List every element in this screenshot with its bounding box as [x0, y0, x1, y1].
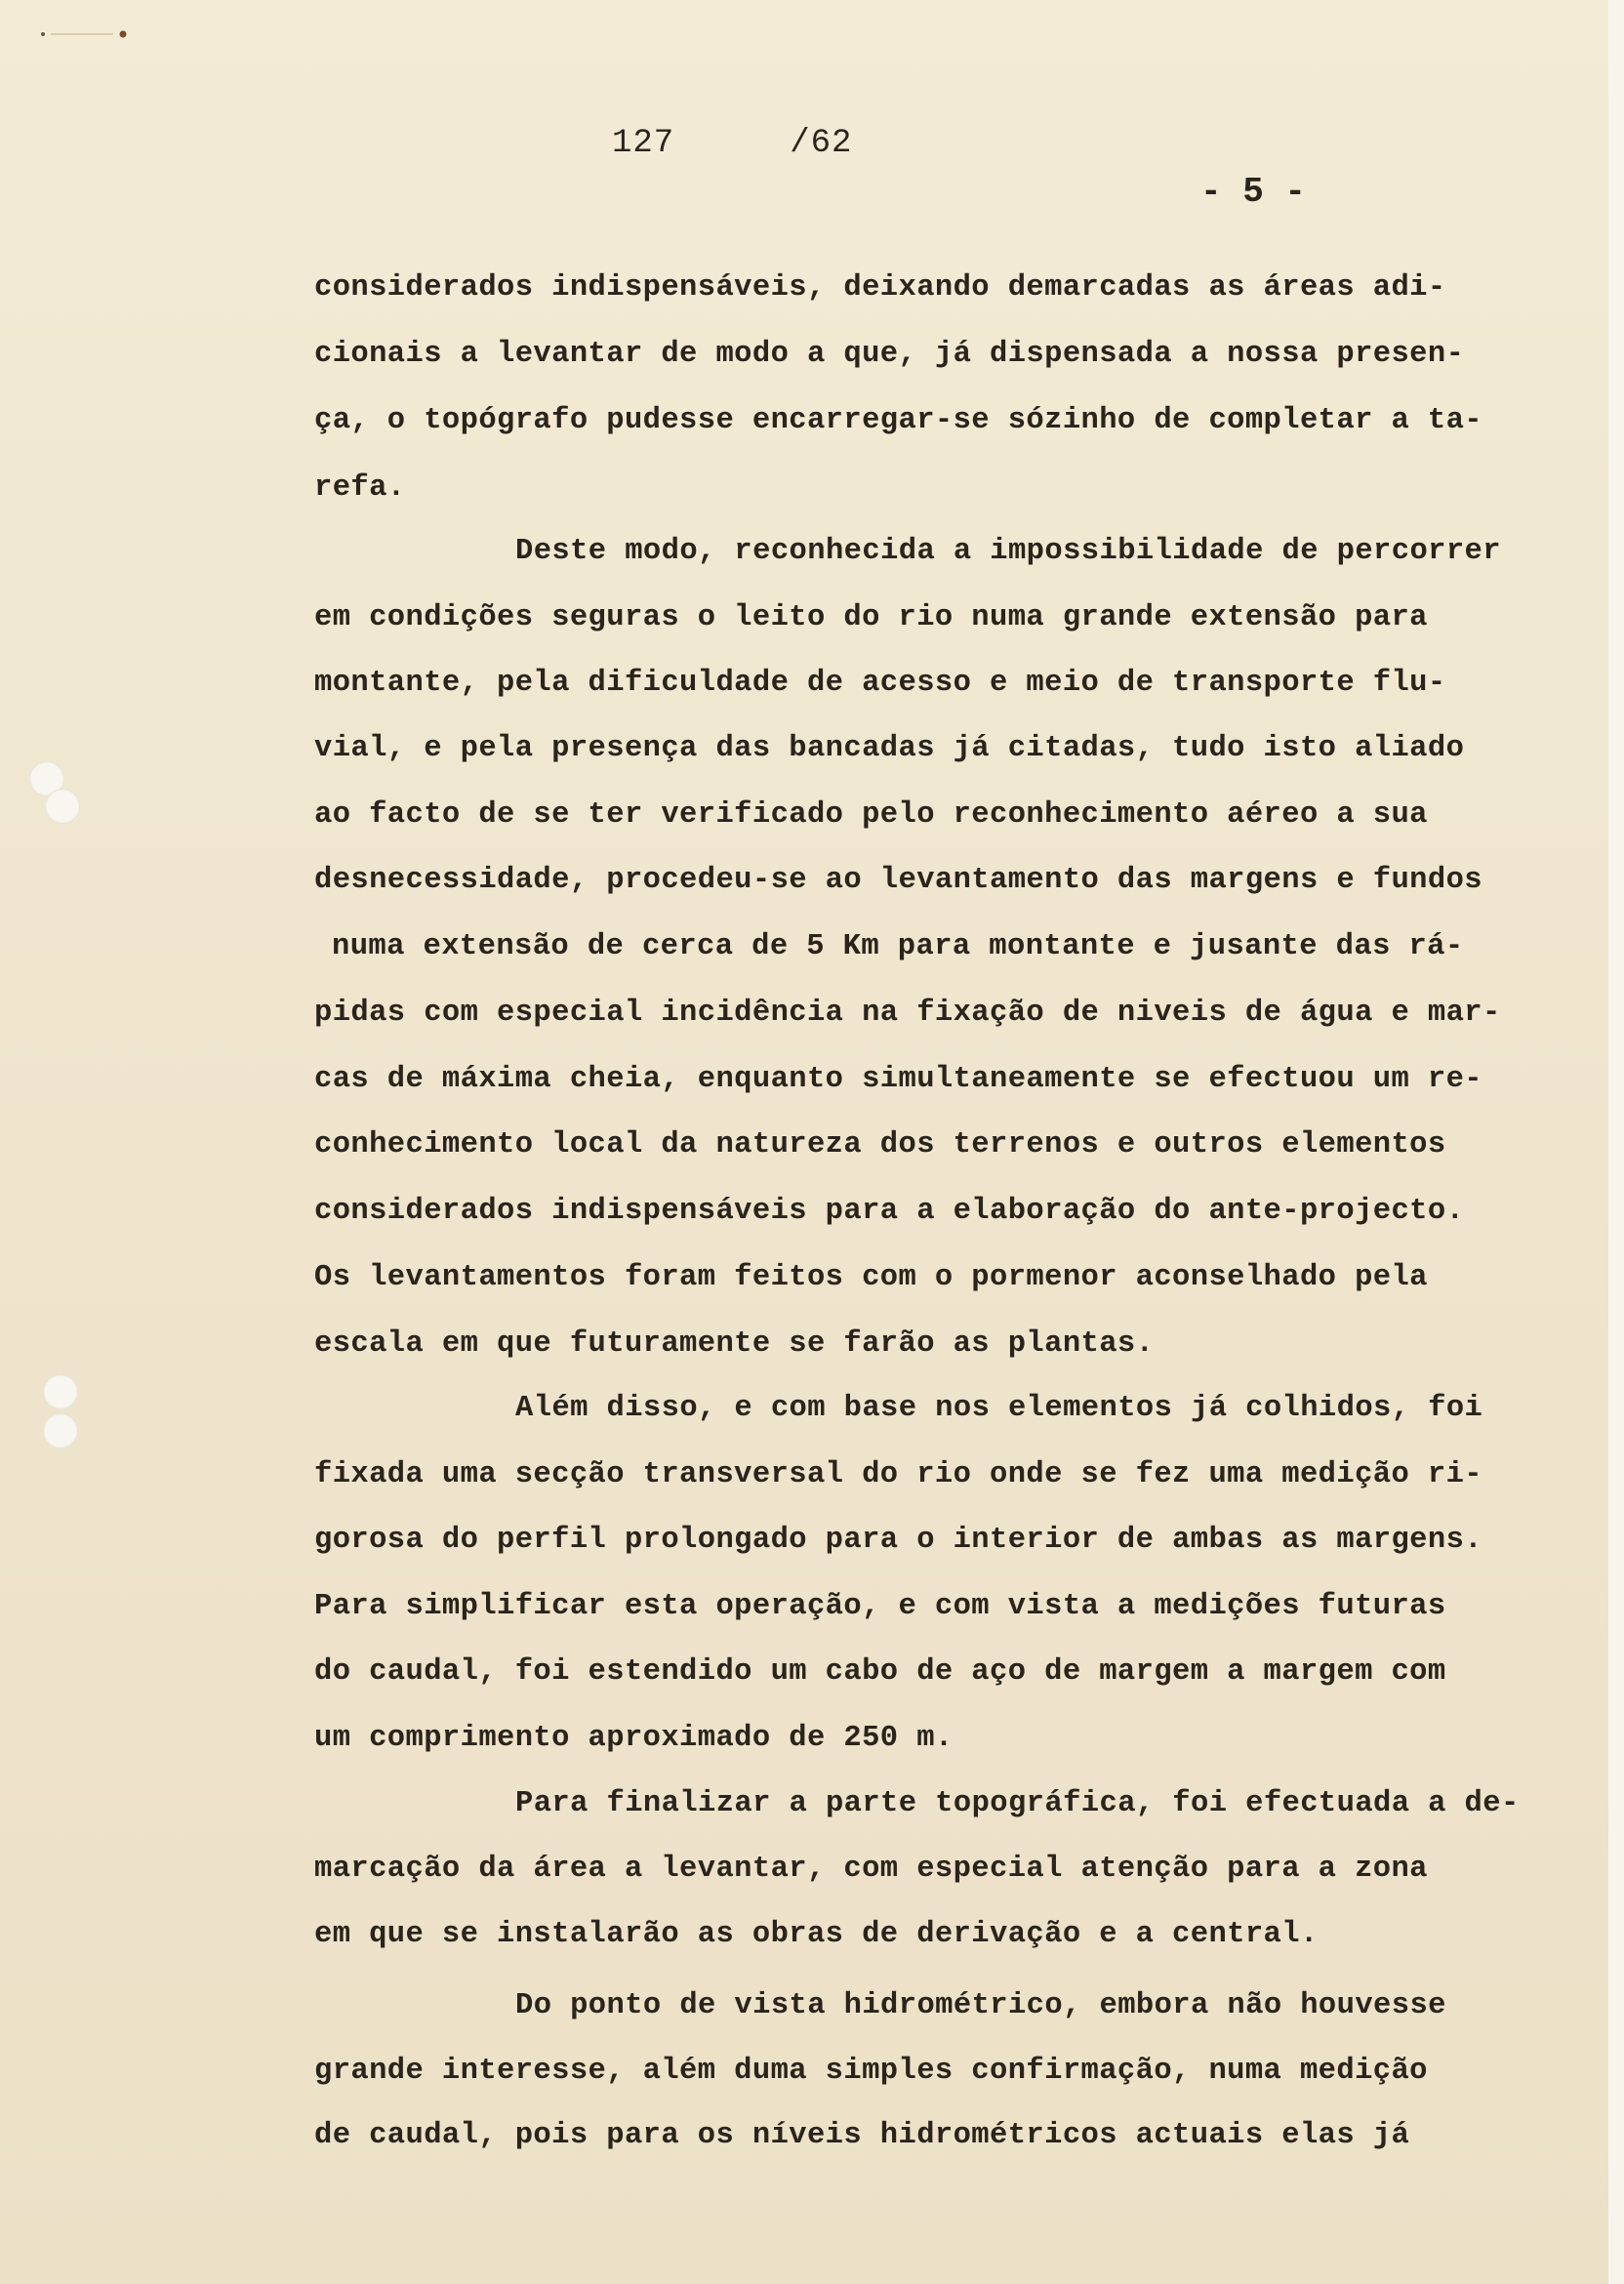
reference-right: /62	[790, 125, 853, 162]
text-line: cas de máxima cheia, enquanto simultaneamente se efectuou um re-	[314, 1063, 1482, 1096]
text-line: Os levantamentos foram feitos com o pormenor aconselhado pela	[314, 1261, 1428, 1294]
text-line: pidas com especial incidência na fixação de niveis de água e mar-	[314, 997, 1501, 1030]
punch-hole	[43, 1374, 78, 1409]
page-edge	[1608, 0, 1624, 2284]
text-line: marcação da área a levantar, com especial atenção para a zona	[314, 1853, 1428, 1886]
text-line: Além disso, e com base nos elementos já colhidos, foi	[515, 1392, 1483, 1425]
punch-hole	[45, 789, 80, 824]
text-line: escala em que futuramente se farão as plantas.	[314, 1327, 1155, 1361]
text-line: refa.	[314, 471, 406, 505]
punch-hole	[43, 1413, 78, 1448]
text-line: Para simplificar esta operação, e com vista a medições futuras	[314, 1590, 1446, 1623]
text-line: conhecimento local da natureza dos terrenos e outros elementos	[314, 1128, 1446, 1162]
page-reference	[612, 125, 852, 162]
text-line: desnecessidade, procedeu-se ao levantamento das margens e fundos	[314, 864, 1482, 897]
text-line: em condições seguras o leito do rio numa grande extensão para	[314, 601, 1428, 634]
text-line: do caudal, foi estendido um cabo de aço de margem a margem com	[314, 1655, 1446, 1689]
text-line: grande interesse, além duma simples confirmação, numa medição	[314, 2055, 1428, 2088]
text-line: Do ponto de vista hidrométrico, embora não houvesse	[515, 1989, 1446, 2022]
text-line: ça, o topógrafo pudesse encarregar-se sózinho de completar a ta-	[314, 404, 1482, 437]
text-line: montante, pela dificuldade de acesso e meio de transporte flu-	[314, 667, 1446, 700]
text-line: considerados indispensáveis para a elaboração do ante-projecto.	[314, 1195, 1465, 1228]
text-line: cionais a levantar de modo a que, já dispensada a nossa presen-	[314, 338, 1465, 371]
text-line: Deste modo, reconhecida a impossibilidade de percorrer	[515, 535, 1501, 568]
text-line: em que se instalarão as obras de derivação e a central.	[314, 1918, 1319, 1951]
page-number: - 5 -	[1200, 172, 1307, 212]
text-line: um comprimento aproximado de 250 m.	[314, 1722, 954, 1755]
ink-mark	[37, 29, 135, 39]
text-line: considerados indispensáveis, deixando demarcadas as áreas adi-	[314, 271, 1446, 305]
text-line: de caudal, pois para os níveis hidrométricos actuais elas já	[314, 2119, 1410, 2152]
text-line: vial, e pela presença das bancadas já citadas, tudo isto aliado	[314, 732, 1465, 765]
text-line: ao facto de se ter verificado pelo reconhecimento aéreo a sua	[314, 798, 1428, 832]
text-line: numa extensão de cerca de 5 Km para montante e jusante das rá-	[332, 930, 1464, 963]
reference-left: 127	[612, 125, 675, 162]
text-line: fixada uma secção transversal do rio onde se fez uma medição ri-	[314, 1458, 1482, 1491]
text-line: Para finalizar a parte topográfica, foi efectuada a de-	[515, 1787, 1520, 1820]
text-line: gorosa do perfil prolongado para o interior de ambas as margens.	[314, 1524, 1482, 1557]
